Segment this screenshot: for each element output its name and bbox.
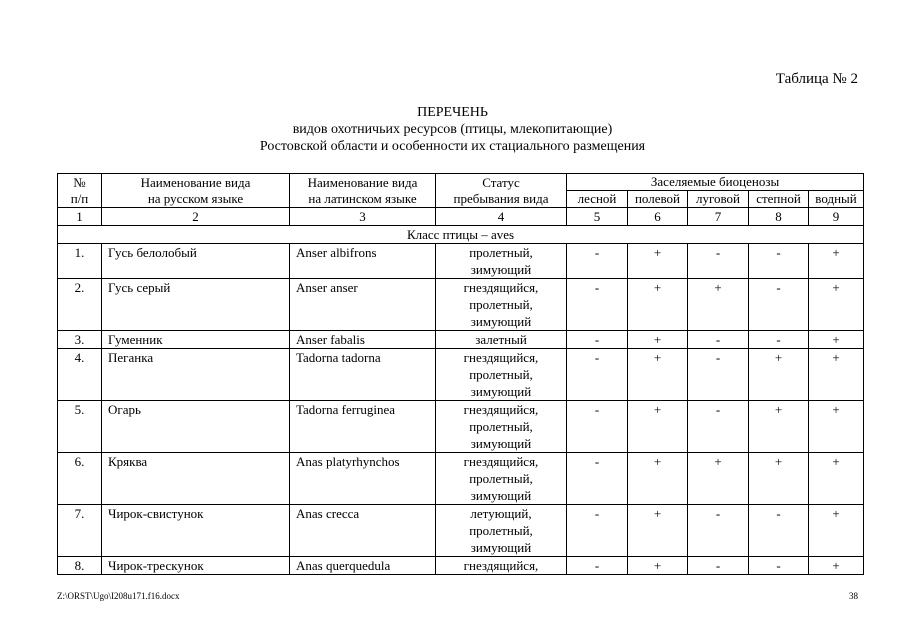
latin-name: Anser anser [290,279,436,331]
biocenosis-field: + [628,279,688,331]
class-label: Класс птицы – aves [58,226,864,244]
biocenosis-field: + [628,453,688,505]
biocenosis-steppe: + [749,453,809,505]
biocenosis-forest: - [567,401,628,453]
status-line: гнездящийся, [463,280,539,295]
row-number: 8. [58,557,102,575]
biocenosis-water: + [809,244,864,279]
col-header-num: № п/п [58,174,102,208]
table-row [58,557,864,575]
status-line: летующий, [470,506,532,521]
biocenosis-steppe: - [749,505,809,557]
row-number: 5. [58,401,102,453]
row-number: 4. [58,349,102,401]
col-header-field: полевой [628,191,688,208]
status-cell [436,557,567,575]
status-line: гнездящийся, [463,454,539,469]
biocenosis-water: + [809,505,864,557]
biocenosis-field: + [628,331,688,349]
biocenosis-forest: - [567,505,628,557]
col-header-latin-name: Наименование вида на латинском языке [290,174,436,208]
col-header-status: Статус пребывания вида [436,174,567,208]
biocenosis-steppe: - [749,557,809,575]
russian-name: Гусь серый [102,279,290,331]
biocenosis-water: + [809,453,864,505]
column-number: 1 [58,208,102,226]
biocenosis-forest: - [567,279,628,331]
table-row [58,401,864,453]
biocenosis-meadow: - [688,349,749,401]
latin-name: Anas crecca [290,505,436,557]
biocenosis-meadow: - [688,505,749,557]
col-header-steppe: степной [749,191,809,208]
status-line: зимующий [470,262,532,277]
status-line: пролетный, [469,367,533,382]
biocenosis-steppe: - [749,244,809,279]
table-row [58,331,864,349]
biocenosis-meadow: - [688,331,749,349]
row-number: 1. [58,244,102,279]
class-row [58,226,864,244]
column-number: 5 [567,208,628,226]
heading-subtitle-1: видов охотничьих ресурсов (птицы, млекопитающие) [292,122,613,137]
biocenosis-steppe: + [749,401,809,453]
biocenosis-water: + [809,279,864,331]
table-row [58,279,864,331]
status-line: пролетный, [469,419,533,434]
table-body [58,208,864,575]
biocenosis-forest: - [567,557,628,575]
biocenosis-forest: - [567,331,628,349]
status-line: пролетный, [469,297,533,312]
russian-name: Чирок-свистунок [102,505,290,557]
latin-name: Anas querquedula [290,557,436,575]
col-header-russian-name: Наименование вида на русском языке [102,174,290,208]
table-row [58,244,864,279]
column-number-row [58,208,864,226]
column-number: 6 [628,208,688,226]
biocenosis-meadow: - [688,401,749,453]
biocenosis-steppe: - [749,279,809,331]
biocenosis-forest: - [567,349,628,401]
biocenosis-field: + [628,349,688,401]
biocenosis-field: + [628,401,688,453]
col-header-water: водный [809,191,864,208]
biocenosis-steppe: - [749,331,809,349]
table-row [58,453,864,505]
row-number: 6. [58,453,102,505]
status-line: зимующий [470,436,532,451]
russian-name: Гусь белолобый [102,244,290,279]
russian-name: Огарь [102,401,290,453]
biocenosis-water: + [809,557,864,575]
heading-subtitle-2: Ростовской области и особенности их стациального размещения [259,139,646,154]
latin-name: Anser fabalis [290,331,436,349]
status-line: пролетный, [469,523,533,538]
biocenosis-field: + [628,557,688,575]
status-cell [436,349,567,401]
biocenosis-forest: - [567,453,628,505]
russian-name: Чирок-трескунок [102,557,290,575]
table-row [58,349,864,401]
status-line: зимующий [470,314,532,329]
latin-name: Anas platyrhynchos [290,453,436,505]
status-line: зимующий [470,540,532,555]
col-header-meadow: луговой [688,191,749,208]
status-cell [436,453,567,505]
biocenosis-meadow: - [688,557,749,575]
column-number: 4 [436,208,567,226]
biocenosis-field: + [628,505,688,557]
biocenosis-water: + [809,349,864,401]
russian-name: Кряква [102,453,290,505]
column-number: 3 [290,208,436,226]
status-line: гнездящийся, [463,402,539,417]
table-number: Таблица № 2 [775,71,858,87]
status-line: зимующий [470,488,532,503]
column-number: 7 [688,208,749,226]
row-number: 3. [58,331,102,349]
status-cell [436,331,567,349]
status-line: гнездящийся, [463,350,539,365]
biocenosis-forest: - [567,244,628,279]
col-header-biocenoses: Заселяемые биоценозы [567,174,864,191]
status-line: залетный [475,332,527,347]
status-line: пролетный, [469,245,533,260]
column-number: 9 [809,208,864,226]
heading-title: ПЕРЕЧЕНЬ [417,105,488,120]
biocenosis-water: + [809,331,864,349]
biocenosis-meadow: + [688,453,749,505]
page-number: 38 [849,591,858,601]
col-header-forest: лесной [567,191,628,208]
status-cell [436,401,567,453]
row-number: 2. [58,279,102,331]
russian-name: Гуменник [102,331,290,349]
status-line: пролетный, [469,471,533,486]
russian-name: Пеганка [102,349,290,401]
status-cell [436,244,567,279]
row-number: 7. [58,505,102,557]
status-line: гнездящийся, [463,558,539,573]
latin-name: Tadorna ferruginea [290,401,436,453]
column-number: 8 [749,208,809,226]
biocenosis-meadow: - [688,244,749,279]
latin-name: Tadorna tadorna [290,349,436,401]
biocenosis-water: + [809,401,864,453]
document-heading [0,104,905,155]
status-line: зимующий [470,384,532,399]
status-cell [436,279,567,331]
biocenosis-steppe: + [749,349,809,401]
biocenosis-field: + [628,244,688,279]
species-table [57,173,864,575]
footer-file-path: Z:\ORST\Ugo\I208u171.f16.docx [57,591,180,601]
column-number: 2 [102,208,290,226]
status-cell [436,505,567,557]
biocenosis-meadow: + [688,279,749,331]
header-row-1 [58,174,864,191]
latin-name: Anser albifrons [290,244,436,279]
table-row [58,505,864,557]
